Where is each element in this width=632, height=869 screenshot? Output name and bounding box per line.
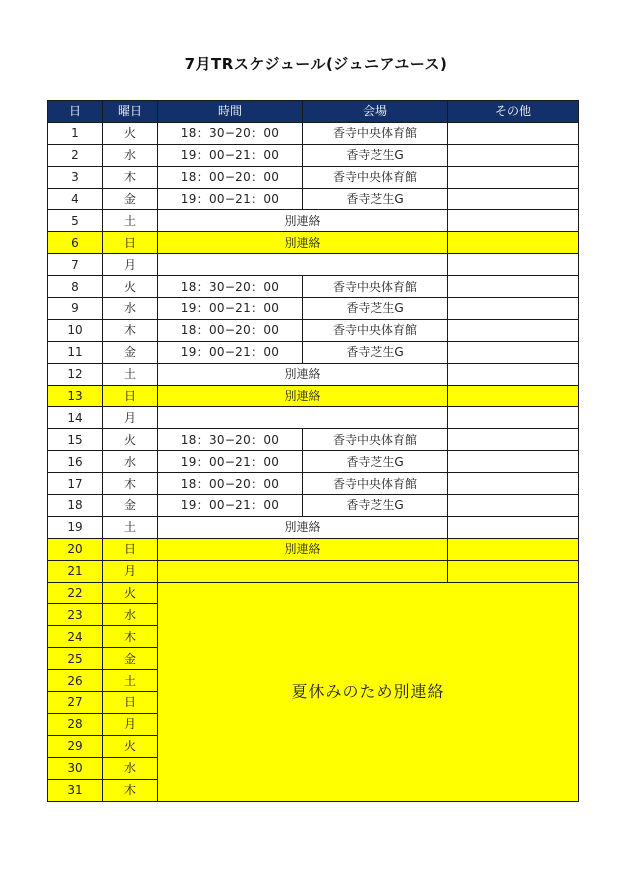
schedule-table	[47, 100, 579, 802]
other-cell	[448, 254, 579, 276]
other-cell	[448, 538, 579, 560]
other-cell	[448, 516, 579, 538]
note-cell: 別連絡	[158, 210, 448, 232]
note-cell: 別連絡	[158, 538, 448, 560]
weekday-cell: 水	[103, 604, 158, 626]
weekday-cell: 水	[103, 757, 158, 779]
time-cell: 19：00−21：00	[158, 451, 303, 473]
venue-cell: 香寺中央体育館	[303, 319, 448, 341]
header-weekday: 曜日	[103, 101, 158, 123]
venue-cell: 香寺芝生G	[303, 144, 448, 166]
day-cell: 10	[48, 319, 103, 341]
venue-cell: 香寺芝生G	[303, 298, 448, 320]
weekday-cell: 火	[103, 735, 158, 757]
weekday-cell: 火	[103, 122, 158, 144]
time-cell: 18：00−20：00	[158, 473, 303, 495]
weekday-cell: 火	[103, 582, 158, 604]
weekday-cell: 日	[103, 538, 158, 560]
weekday-cell: 日	[103, 385, 158, 407]
day-cell: 11	[48, 341, 103, 363]
summer-break-note: 夏休みのため別連絡	[158, 582, 579, 801]
weekday-cell: 木	[103, 319, 158, 341]
weekday-cell: 水	[103, 451, 158, 473]
day-cell: 29	[48, 735, 103, 757]
time-cell: 19：00−21：00	[158, 144, 303, 166]
table-row	[48, 363, 579, 385]
table-row	[48, 298, 579, 320]
day-cell: 24	[48, 626, 103, 648]
schedule-body	[48, 122, 579, 801]
other-cell	[448, 122, 579, 144]
header-venue: 会場	[303, 101, 448, 123]
table-row	[48, 429, 579, 451]
table-row	[48, 451, 579, 473]
day-cell: 23	[48, 604, 103, 626]
table-row	[48, 210, 579, 232]
time-cell: 19：00−21：00	[158, 188, 303, 210]
weekday-cell: 水	[103, 298, 158, 320]
weekday-cell: 水	[103, 144, 158, 166]
weekday-cell: 土	[103, 363, 158, 385]
weekday-cell: 土	[103, 516, 158, 538]
other-cell	[448, 429, 579, 451]
note-cell: 別連絡	[158, 385, 448, 407]
day-cell: 16	[48, 451, 103, 473]
weekday-cell: 木	[103, 779, 158, 801]
venue-cell: 香寺中央体育館	[303, 276, 448, 298]
note-cell	[158, 407, 448, 429]
table-row	[48, 341, 579, 363]
venue-cell: 香寺中央体育館	[303, 429, 448, 451]
venue-cell: 香寺中央体育館	[303, 122, 448, 144]
weekday-cell: 木	[103, 166, 158, 188]
day-cell: 22	[48, 582, 103, 604]
table-row	[48, 276, 579, 298]
day-cell: 31	[48, 779, 103, 801]
day-cell: 7	[48, 254, 103, 276]
day-cell: 18	[48, 495, 103, 517]
weekday-cell: 月	[103, 254, 158, 276]
other-cell	[448, 166, 579, 188]
weekday-cell: 月	[103, 407, 158, 429]
table-row	[48, 385, 579, 407]
time-cell: 18：30−20：00	[158, 276, 303, 298]
other-cell	[448, 210, 579, 232]
time-cell: 19：00−21：00	[158, 298, 303, 320]
day-cell: 1	[48, 122, 103, 144]
other-cell	[448, 319, 579, 341]
venue-cell: 香寺中央体育館	[303, 473, 448, 495]
day-cell: 30	[48, 757, 103, 779]
table-row	[48, 516, 579, 538]
weekday-cell: 金	[103, 188, 158, 210]
page-title: 7月TRスケジュール(ジュニアユース)	[184, 55, 448, 73]
venue-cell: 香寺芝生G	[303, 341, 448, 363]
day-cell: 20	[48, 538, 103, 560]
day-cell: 3	[48, 166, 103, 188]
day-cell: 28	[48, 713, 103, 735]
day-cell: 4	[48, 188, 103, 210]
other-cell	[448, 451, 579, 473]
table-row	[48, 582, 579, 604]
day-cell: 6	[48, 232, 103, 254]
weekday-cell: 木	[103, 626, 158, 648]
time-cell: 19：00−21：00	[158, 341, 303, 363]
header-time: 時間	[158, 101, 303, 123]
note-cell	[158, 560, 448, 582]
other-cell	[448, 407, 579, 429]
venue-cell: 香寺芝生G	[303, 188, 448, 210]
other-cell	[448, 473, 579, 495]
table-row	[48, 473, 579, 495]
time-cell: 18：30−20：00	[158, 122, 303, 144]
table-row	[48, 232, 579, 254]
note-cell: 別連絡	[158, 232, 448, 254]
day-cell: 26	[48, 670, 103, 692]
other-cell	[448, 363, 579, 385]
weekday-cell: 月	[103, 713, 158, 735]
note-cell: 別連絡	[158, 516, 448, 538]
day-cell: 14	[48, 407, 103, 429]
day-cell: 8	[48, 276, 103, 298]
table-row	[48, 122, 579, 144]
time-cell: 19：00−21：00	[158, 495, 303, 517]
time-cell: 18：30−20：00	[158, 429, 303, 451]
table-row	[48, 560, 579, 582]
day-cell: 13	[48, 385, 103, 407]
other-cell	[448, 341, 579, 363]
time-cell: 18：00−20：00	[158, 319, 303, 341]
other-cell	[448, 144, 579, 166]
venue-cell: 香寺芝生G	[303, 495, 448, 517]
day-cell: 12	[48, 363, 103, 385]
venue-cell: 香寺芝生G	[303, 451, 448, 473]
table-row	[48, 538, 579, 560]
weekday-cell: 土	[103, 670, 158, 692]
day-cell: 21	[48, 560, 103, 582]
other-cell	[448, 188, 579, 210]
table-row	[48, 188, 579, 210]
header-row	[48, 101, 579, 123]
day-cell: 17	[48, 473, 103, 495]
day-cell: 27	[48, 692, 103, 714]
table-row	[48, 254, 579, 276]
weekday-cell: 金	[103, 341, 158, 363]
weekday-cell: 金	[103, 495, 158, 517]
day-cell: 5	[48, 210, 103, 232]
table-row	[48, 407, 579, 429]
weekday-cell: 金	[103, 648, 158, 670]
table-row	[48, 166, 579, 188]
table-row	[48, 144, 579, 166]
table-row	[48, 319, 579, 341]
header-day: 日	[48, 101, 103, 123]
note-cell: 別連絡	[158, 363, 448, 385]
day-cell: 15	[48, 429, 103, 451]
other-cell	[448, 298, 579, 320]
day-cell: 9	[48, 298, 103, 320]
weekday-cell: 土	[103, 210, 158, 232]
other-cell	[448, 495, 579, 517]
other-cell	[448, 232, 579, 254]
time-cell: 18：00−20：00	[158, 166, 303, 188]
header-other: その他	[448, 101, 579, 123]
other-cell	[448, 385, 579, 407]
table-row	[48, 495, 579, 517]
venue-cell: 香寺中央体育館	[303, 166, 448, 188]
day-cell: 25	[48, 648, 103, 670]
weekday-cell: 火	[103, 276, 158, 298]
note-cell	[158, 254, 448, 276]
day-cell: 2	[48, 144, 103, 166]
weekday-cell: 日	[103, 232, 158, 254]
day-cell: 19	[48, 516, 103, 538]
other-cell	[448, 276, 579, 298]
other-cell	[448, 560, 579, 582]
weekday-cell: 火	[103, 429, 158, 451]
weekday-cell: 月	[103, 560, 158, 582]
weekday-cell: 日	[103, 692, 158, 714]
weekday-cell: 木	[103, 473, 158, 495]
